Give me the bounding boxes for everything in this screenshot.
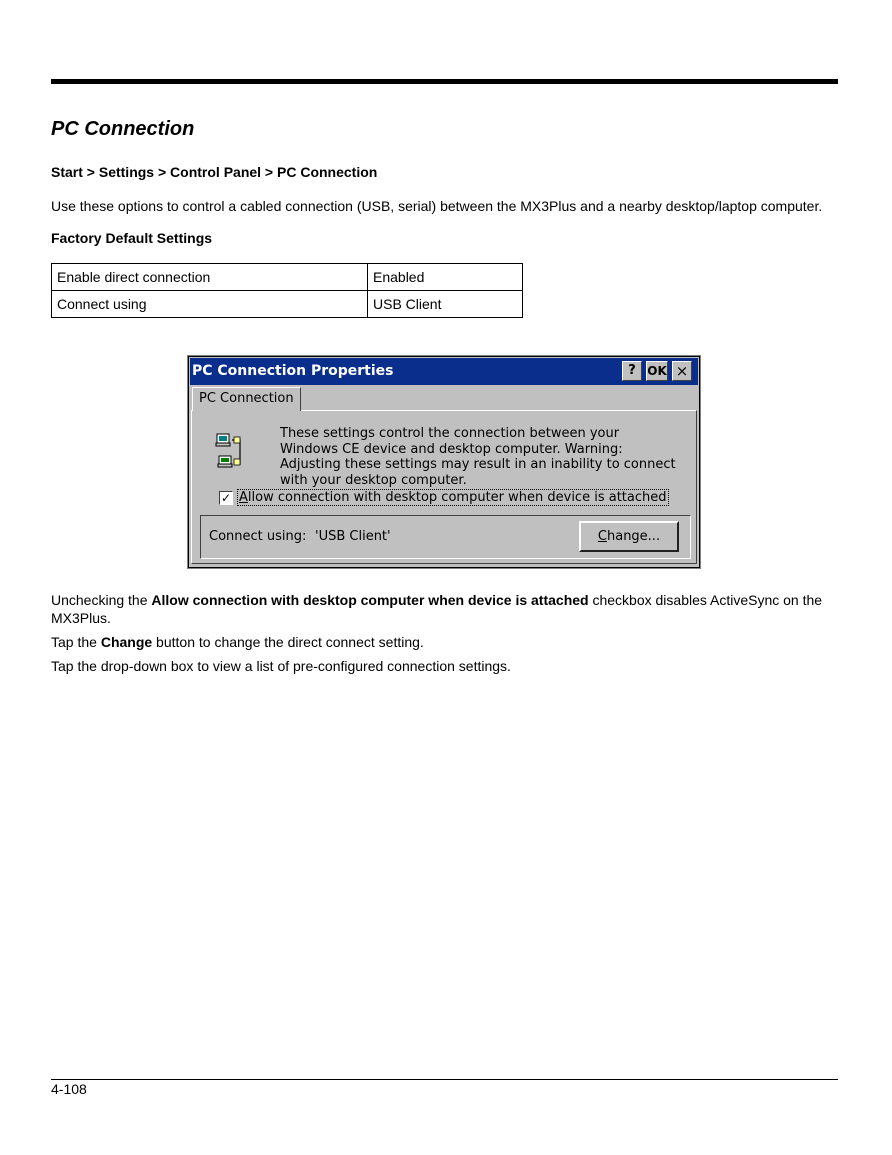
close-button[interactable]: × — [672, 361, 692, 381]
bold-text: Allow connection with desktop computer when device is attached — [151, 592, 589, 608]
header-rule — [51, 79, 838, 84]
intro-paragraph: Use these options to control a cabled connection (USB, serial) between the MX3Plus and a nearby desktop/laptop computer. — [51, 198, 823, 214]
tab-pc-connection[interactable]: PC Connection — [192, 387, 301, 411]
setting-cell: Enable direct connection — [52, 264, 368, 291]
body-paragraph-3: Tap the drop-down box to view a list of pre-configured connection settings. — [51, 658, 511, 674]
help-button[interactable]: ? — [622, 361, 642, 381]
connect-using-group — [200, 515, 691, 559]
body-paragraph-1 — [51, 591, 841, 627]
ok-button[interactable]: OK — [646, 361, 668, 381]
allow-connection-label[interactable] — [238, 490, 668, 505]
accelerator-key: A — [239, 490, 248, 505]
defaults-heading: Factory Default Settings — [51, 230, 213, 246]
table-row — [52, 291, 523, 318]
accelerator-key: C — [597, 529, 607, 544]
dialog-titlebar — [190, 358, 698, 385]
allow-connection-checkbox[interactable]: ✓ — [220, 491, 232, 505]
defaults-table — [51, 263, 523, 318]
value-cell: Enabled — [368, 264, 523, 291]
value-cell: USB Client — [368, 291, 523, 318]
text-run: button to change the direct connect setting. — [152, 634, 424, 650]
allow-label-text: llow connection with desktop computer when device is attached — [247, 490, 667, 505]
page-title: PC Connection — [51, 118, 195, 140]
connect-using-value: 'USB Client' — [315, 529, 391, 544]
text-run: Unchecking the — [51, 592, 152, 608]
body-paragraph-2 — [51, 633, 841, 651]
pc-connection-icon — [214, 431, 254, 471]
dialog-title: PC Connection Properties — [192, 363, 394, 379]
text-run: Tap the — [51, 634, 101, 650]
setting-cell: Connect using — [52, 291, 368, 318]
connect-using-label: Connect using: — [209, 529, 307, 544]
footer-rule — [51, 1079, 838, 1080]
page-number: 4-108 — [51, 1081, 87, 1097]
bold-text: Change — [100, 634, 153, 650]
breadcrumb: Start > Settings > Control Panel > PC Connection — [51, 164, 378, 180]
dialog-description: These settings control the connection between your Windows CE device and desktop computer. Warning: Adjusting these settings may result in an inability to connect with your desktop computer. — [280, 426, 676, 488]
table-row — [52, 264, 523, 291]
change-button[interactable] — [579, 521, 679, 552]
text-run: checkbox disables ActiveSync on the MX3Plus. — [51, 592, 823, 626]
pc-connection-dialog — [188, 356, 700, 568]
change-label-text: hange... — [606, 529, 661, 544]
